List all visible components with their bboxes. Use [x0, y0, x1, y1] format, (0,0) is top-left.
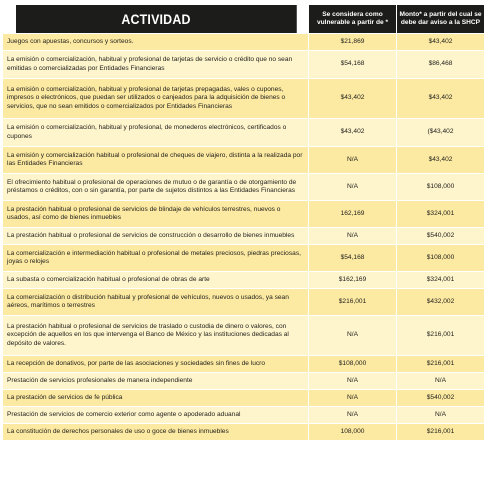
threshold-cell: $162,169	[309, 272, 397, 289]
column-header-threshold: Se considera como vulnerable a partir de *	[309, 5, 397, 34]
activity-cell: La prestación de servicios de fe pública	[3, 390, 309, 407]
activity-cell: Juegos con apuestas, concursos y sorteos.	[3, 34, 309, 51]
notice-cell: $216,001	[397, 424, 485, 441]
activity-cell: La subasta o comercialización habitual o profesional de obras de arte	[3, 272, 309, 289]
notice-cell: $86,468	[397, 51, 485, 79]
table-row	[3, 407, 485, 424]
threshold-cell: N/A	[309, 228, 397, 245]
activity-cell: La emisión y comercialización habitual o profesional de cheques de viajero, distinta a la realizada por las Entidades Financieras	[3, 147, 309, 174]
table-row	[3, 201, 485, 228]
notice-cell: $108,000	[397, 245, 485, 272]
table-row	[3, 272, 485, 289]
activity-cell: La emisión o comercialización, habitual y profesional de tarjetas de servicio o crédito que no sean emitidas o comercializadas por Entidades Financieras	[3, 51, 309, 79]
threshold-cell: $108,000	[309, 356, 397, 373]
notice-cell: $432,002	[397, 289, 485, 316]
threshold-cell: $43,402	[309, 119, 397, 147]
threshold-cell: $21,869	[309, 34, 397, 51]
table-row	[3, 289, 485, 316]
activity-cell: La prestación habitual o profesional de servicios de blindaje de vehículos terrestres, nuevos o usados, así como de bienes inmuebles	[3, 201, 309, 228]
table-row	[3, 228, 485, 245]
column-header-notice: Monto* a partir del cual se debe dar aviso a la SHCP	[397, 5, 485, 34]
threshold-cell: N/A	[309, 174, 397, 201]
notice-cell: $324,001	[397, 201, 485, 228]
notice-cell: $108,000	[397, 174, 485, 201]
activity-cell: Prestación de servicios de comercio exterior como agente o apoderado aduanal	[3, 407, 309, 424]
threshold-cell: $54,168	[309, 51, 397, 79]
table-row	[3, 245, 485, 272]
table-row	[3, 174, 485, 201]
table-row	[3, 373, 485, 390]
threshold-cell: N/A	[309, 316, 397, 356]
activity-cell: La recepción de donativos, por parte de las asociaciones y sociedades sin fines de lucro	[3, 356, 309, 373]
threshold-cell: $43,402	[309, 79, 397, 119]
activity-cell: La prestación habitual o profesional de servicios de construcción o desarrollo de bienes inmuebles	[3, 228, 309, 245]
threshold-cell: N/A	[309, 407, 397, 424]
threshold-cell: N/A	[309, 147, 397, 174]
table-row	[3, 79, 485, 119]
table-row	[3, 51, 485, 79]
table-row	[3, 316, 485, 356]
table-row	[3, 34, 485, 51]
notice-cell: $43,402	[397, 79, 485, 119]
notice-cell: $324,001	[397, 272, 485, 289]
table-row	[3, 147, 485, 174]
threshold-cell: N/A	[309, 373, 397, 390]
threshold-cell: 108,000	[309, 424, 397, 441]
table-row	[3, 390, 485, 407]
notice-cell: N/A	[397, 373, 485, 390]
activity-cell: La emisión o comercialización, habitual y profesional de tarjetas prepagadas, vales o cupones, impresos o electrónicos, que puedan ser utilizados o canjeados para la adquisición de bienes o servicios, que no sean emitidos o comercializados por Entidades Financieras	[3, 79, 309, 119]
activity-cell: El ofrecimiento habitual o profesional de operaciones de mutuo o de garantía o de otorgamiento de préstamos o créditos, con o sin garantía, por parte de sujetos distintos a las Entidades Financieras	[3, 174, 309, 201]
notice-cell: $43,402	[397, 147, 485, 174]
notice-cell: $216,001	[397, 356, 485, 373]
table-row	[3, 356, 485, 373]
activity-cell: La comercialización o distribución habitual y profesional de vehículos, nuevos o usados, ya sean aéreos, marítimos o terrestres	[3, 289, 309, 316]
threshold-cell: N/A	[309, 390, 397, 407]
notice-cell: $540,002	[397, 228, 485, 245]
activity-cell: Prestación de servicios profesionales de manera independiente	[3, 373, 309, 390]
table-row	[3, 119, 485, 147]
vulnerable-activities-table	[2, 4, 485, 441]
activity-cell: La comercialización e intermediación habitual o profesional de metales preciosos, piedras preciosas, joyas o relojes	[3, 245, 309, 272]
table-row	[3, 424, 485, 441]
threshold-cell: $54,168	[309, 245, 397, 272]
notice-cell: N/A	[397, 407, 485, 424]
column-header-activity: ACTIVIDAD	[15, 5, 297, 34]
notice-cell: $540,002	[397, 390, 485, 407]
threshold-cell: $216,001	[309, 289, 397, 316]
activity-cell: La prestación habitual o profesional de servicios de traslado o custodia de dinero o valores, con excepción de aquellos en los que intervenga el Banco de México y las instituciones dedicadas al depósito de valores.	[3, 316, 309, 356]
notice-cell: ($43,402	[397, 119, 485, 147]
activity-cell: La emisión o comercialización, habitual y profesional, de monederos electrónicos, certificados o cupones	[3, 119, 309, 147]
notice-cell: $216,001	[397, 316, 485, 356]
threshold-cell: 162,169	[309, 201, 397, 228]
table-header-row	[3, 5, 485, 34]
notice-cell: $43,402	[397, 34, 485, 51]
activity-cell: La constitución de derechos personales de uso o goce de bienes inmuebles	[3, 424, 309, 441]
